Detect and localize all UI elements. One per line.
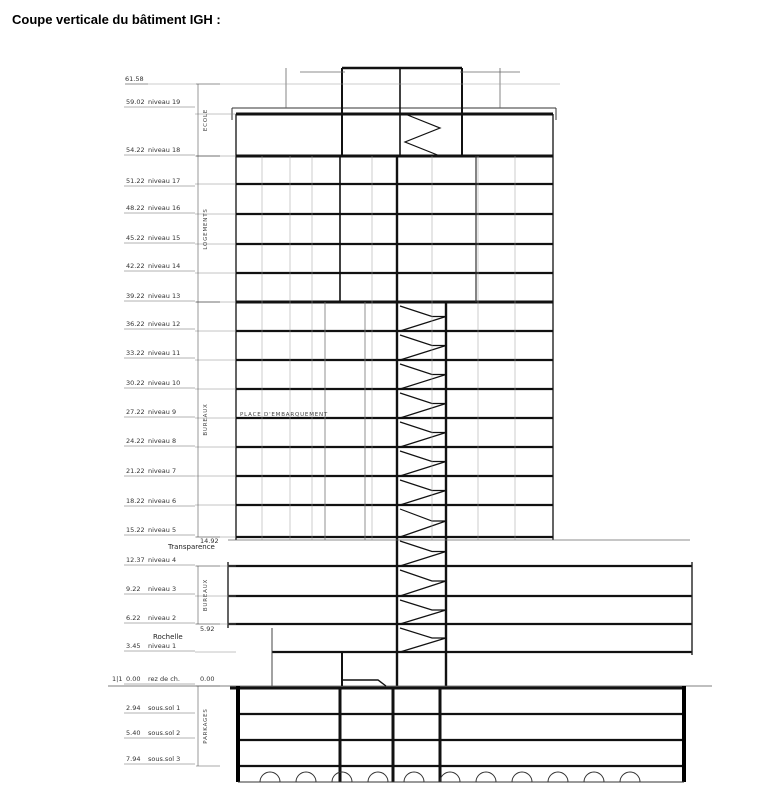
level-elevation: 48.22 [126,204,145,212]
dimension-5-92: 5.92 [200,625,215,633]
level-elevation: 39.22 [126,292,145,300]
level-name: niveau 8 [148,437,177,445]
level-name: niveau 10 [148,379,181,387]
stair-flight [400,570,446,596]
level-name: niveau 4 [148,556,177,564]
level-name: niveau 17 [148,177,181,185]
level-name: niveau 5 [148,526,177,534]
level-elevation: 5.40 [126,729,141,737]
level-labels [112,75,236,764]
zone-bureaux-upper: BUREAUX [203,403,209,436]
level-name: niveau 15 [148,234,181,242]
level-name: niveau 14 [148,262,181,270]
stair-flight [400,541,446,566]
entrance-ramp [342,680,386,686]
foundation-arch [476,772,496,782]
level-elevation: 7.94 [126,755,141,763]
level-elevation: 54.22 [126,146,145,154]
stair-flight [400,600,446,624]
annotations [153,84,328,766]
level-elevation: 36.22 [126,320,145,328]
zone-parkages: PARKAGES [203,708,209,744]
ground-reference: 0.00 [200,675,215,683]
foundation-arch [332,772,352,782]
stair-flight [400,628,446,652]
annotation-transparence: Transparence [168,543,215,551]
level-elevation: 45.22 [126,234,145,242]
level-name: niveau 2 [148,614,177,622]
level-name: sous.sol 2 [148,729,181,737]
level-elevation: 21.22 [126,467,145,475]
level-elevation: 27.22 [126,408,145,416]
level-elevation: 6.22 [126,614,141,622]
level-name: niveau 16 [148,204,181,212]
dimension-14-92: 14.92 [200,537,219,545]
level-name: niveau 9 [148,408,177,416]
zone-logements: LOGEMENTS [203,208,209,250]
stair-flight [400,422,446,447]
foundation-arch [296,772,316,782]
stair-flight [400,451,446,476]
foundation-arch [368,772,388,782]
stair-flight [400,393,446,418]
page-title: Coupe verticale du bâtiment IGH : [12,12,221,27]
stair-flight [400,364,446,389]
level-elevation: 9.22 [126,585,141,593]
level-name: niveau 11 [148,349,181,357]
stair-flight [400,306,446,331]
annotation-place-embarquement: PLACE D'EMBARQUEMENT [240,412,329,418]
zone-bureaux-lower: BUREAUX [203,578,209,612]
level-elevation: 59.02 [126,98,145,106]
foundation-arch [404,772,424,782]
foundation-arch [584,772,604,782]
level-name: niveau 19 [148,98,181,106]
level-elevation: 30.22 [126,379,145,387]
level-name: rez de ch. [148,675,180,683]
level-name: niveau 1 [148,642,177,650]
level-name: niveau 13 [148,292,181,300]
level-name: sous.sol 1 [148,704,181,712]
foundation-arch [620,772,640,782]
foundation-arch [548,772,568,782]
level-name: niveau 12 [148,320,181,328]
foundation-arch [440,772,460,782]
level-name: niveau 18 [148,146,181,154]
level-elevation: 2.94 [126,704,141,712]
level-elevation: 12.37 [126,556,145,564]
stair-flight [400,335,446,360]
structure [108,68,712,782]
foundation-arch [512,772,532,782]
level-elevation: 18.22 [126,497,145,505]
stair-flight [400,509,446,537]
level-elevation: 33.22 [126,349,145,357]
level-elevation: 42.22 [126,262,145,270]
annotation-rochelle: Rochelle [153,633,183,641]
level-name: niveau 3 [148,585,177,593]
top-elevation-label: 61.58 [125,75,144,83]
level-elevation: 3.45 [126,642,141,650]
level-name: niveau 7 [148,467,177,475]
level-elevation: 15.22 [126,526,145,534]
zone-ecole: ECOLE [203,108,209,132]
level-name: sous.sol 3 [148,755,181,763]
ground-marker: 1|1 [112,675,123,683]
level-elevation: 51.22 [126,177,145,185]
stair-flight [405,114,440,156]
foundation-arch [260,772,280,782]
level-elevation: 0.00 [126,675,141,683]
level-name: niveau 6 [148,497,177,505]
stair-flight [400,480,446,505]
level-elevation: 24.22 [126,437,145,445]
